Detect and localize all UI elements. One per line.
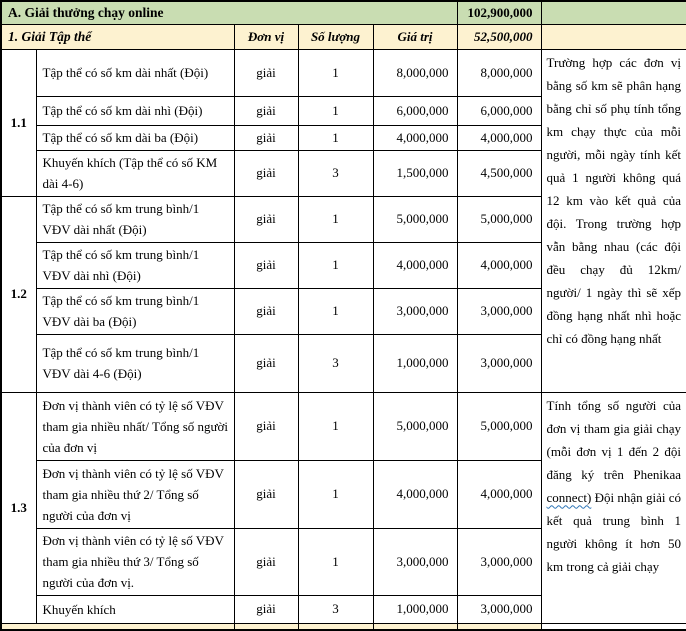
- cell-value[interactable]: 3,000,000: [373, 288, 457, 334]
- cell-index-1-1[interactable]: 1.1: [1, 49, 36, 196]
- cell-total[interactable]: 4,000,000: [457, 242, 541, 288]
- cell-total[interactable]: 5,000,000: [457, 196, 541, 242]
- cell-qty[interactable]: 1: [298, 196, 373, 242]
- cell-desc[interactable]: Đơn vị thành viên có tỷ lệ số VĐV tham gia nhiều nhất/ Tổng số người của đơn vị: [36, 392, 234, 460]
- cell-group1-title[interactable]: 1. Giải Tập thể: [1, 24, 234, 49]
- cell-unit[interactable]: giải: [234, 595, 298, 623]
- cell-value[interactable]: 6,000,000: [373, 96, 457, 125]
- cell-desc[interactable]: Khuyến khích: [36, 595, 234, 623]
- cell-qty[interactable]: 1: [298, 125, 373, 150]
- note-2-text-after: Đội nhận giải có kết quả trung bình 1 người không ít hơn 50 km trong cả giải chạy: [546, 489, 682, 574]
- cell-note-1[interactable]: [541, 49, 686, 392]
- cell-section-a-total[interactable]: 102,900,000: [457, 1, 541, 24]
- cell-total[interactable]: 8,000,000: [457, 49, 541, 96]
- group-header-row: [1, 24, 686, 49]
- cell-index-1-2[interactable]: 1.2: [1, 196, 36, 392]
- cell-group1-total[interactable]: 52,500,000: [457, 24, 541, 49]
- cell-value[interactable]: 1,000,000: [373, 595, 457, 623]
- cell-unit[interactable]: giải: [234, 242, 298, 288]
- cell-desc[interactable]: Tập thể có số km dài nhì (Đội): [36, 96, 234, 125]
- cell-total[interactable]: 3,000,000: [457, 288, 541, 334]
- cell-desc[interactable]: Tập thể có số km trung bình/1 VĐV dài nhì (Đội): [36, 242, 234, 288]
- cell-qty[interactable]: 3: [298, 595, 373, 623]
- cell-unit[interactable]: giải: [234, 196, 298, 242]
- cell-total[interactable]: 4,000,000: [457, 125, 541, 150]
- cell-qty[interactable]: 1: [298, 392, 373, 460]
- cell-desc[interactable]: Tập thể có số km dài nhất (Đội): [36, 49, 234, 96]
- cell-qty[interactable]: 1: [298, 288, 373, 334]
- table-row: [1, 392, 686, 460]
- cell-value[interactable]: 1,000,000: [373, 334, 457, 392]
- note-1-text: Trường hợp các đơn vị bằng số km sẽ phân hạng bằng chỉ số phụ tính tổng km chạy thực của mỗi người, mỗi ngày tính kết quả 1 người không quá 12 km vào kết quả của đội. Trong trường hợp vẫn bằng nhau (các đội đều chạy đủ 12km/ người/ 1 ngày thì sẽ xếp đồng hạng nhất nhì hoặc chỉ có đồng hạng nhất: [546, 54, 682, 346]
- cell-qty[interactable]: 1: [298, 96, 373, 125]
- cell-value[interactable]: 5,000,000: [373, 196, 457, 242]
- cell-total[interactable]: 3,000,000: [457, 334, 541, 392]
- cell-unit[interactable]: giải: [234, 150, 298, 196]
- cell-value[interactable]: 5,000,000: [373, 392, 457, 460]
- cell-unit[interactable]: giải: [234, 334, 298, 392]
- cell-qty[interactable]: 1: [298, 242, 373, 288]
- cell-total[interactable]: 5,000,000: [457, 392, 541, 460]
- cell-section-a-title[interactable]: A. Giải thưởng chạy online: [1, 1, 457, 24]
- cell-note-2[interactable]: [541, 392, 686, 623]
- cell-qty[interactable]: 3: [298, 334, 373, 392]
- cell-header-value[interactable]: Giá trị: [373, 24, 457, 49]
- cell-qty[interactable]: 1: [298, 49, 373, 96]
- cell-index-1-3[interactable]: 1.3: [1, 392, 36, 623]
- cell-value[interactable]: 3,000,000: [373, 528, 457, 595]
- table-row: [1, 49, 686, 96]
- cell-qty[interactable]: 1: [298, 528, 373, 595]
- cell-header-unit[interactable]: Đơn vị: [234, 24, 298, 49]
- cell-unit[interactable]: giải: [234, 288, 298, 334]
- cell-unit[interactable]: giải: [234, 392, 298, 460]
- cell-desc[interactable]: Tập thể có số km trung bình/1 VĐV dài 4-6 (Đội): [36, 334, 234, 392]
- cell-unit[interactable]: giải: [234, 125, 298, 150]
- cell-header-qty[interactable]: Số lượng: [298, 24, 373, 49]
- cell-desc[interactable]: Khuyến khích (Tập thể có số KM dài 4-6): [36, 150, 234, 196]
- cell-unit[interactable]: giải: [234, 49, 298, 96]
- note-2-text-before: Tính tổng số người của đơn vị tham gia giải chạy (mỗi đơn vị 1 đến 2 đội đăng ký trên Phenikaa: [546, 397, 682, 482]
- cell-unit[interactable]: giải: [234, 460, 298, 528]
- cell-unit[interactable]: giải: [234, 96, 298, 125]
- cell-desc[interactable]: Tập thể có số km trung bình/1 VĐV dài ba (Đội): [36, 288, 234, 334]
- cell-value[interactable]: 4,000,000: [373, 460, 457, 528]
- cell-total[interactable]: 3,000,000: [457, 595, 541, 623]
- cell-unit[interactable]: giải: [234, 528, 298, 595]
- note-2-misspelled-word: connect): [546, 489, 592, 505]
- cell-group1-empty[interactable]: [541, 24, 686, 49]
- cell-value[interactable]: 8,000,000: [373, 49, 457, 96]
- cell-desc[interactable]: Đơn vị thành viên có tỷ lệ số VĐV tham gia nhiều thứ 3/ Tổng số người của đơn vị.: [36, 528, 234, 595]
- cell-value[interactable]: 1,500,000: [373, 150, 457, 196]
- cell-total[interactable]: 3,000,000: [457, 528, 541, 595]
- cell-total[interactable]: 6,000,000: [457, 96, 541, 125]
- cell-value[interactable]: 4,000,000: [373, 125, 457, 150]
- cell-qty[interactable]: 1: [298, 460, 373, 528]
- cell-section-a-empty[interactable]: [541, 1, 686, 24]
- cell-desc[interactable]: Tập thể có số km dài ba (Đội): [36, 125, 234, 150]
- cell-total[interactable]: 4,500,000: [457, 150, 541, 196]
- cell-desc[interactable]: Đơn vị thành viên có tỷ lệ số VĐV tham gia nhiều thứ 2/ Tổng số người của đơn vị: [36, 460, 234, 528]
- cell-value[interactable]: 4,000,000: [373, 242, 457, 288]
- cell-desc[interactable]: Tập thể có số km trung bình/1 VĐV dài nhất (Đội): [36, 196, 234, 242]
- cell-total[interactable]: 4,000,000: [457, 460, 541, 528]
- top-header-row: [1, 1, 686, 24]
- cell-qty[interactable]: 3: [298, 150, 373, 196]
